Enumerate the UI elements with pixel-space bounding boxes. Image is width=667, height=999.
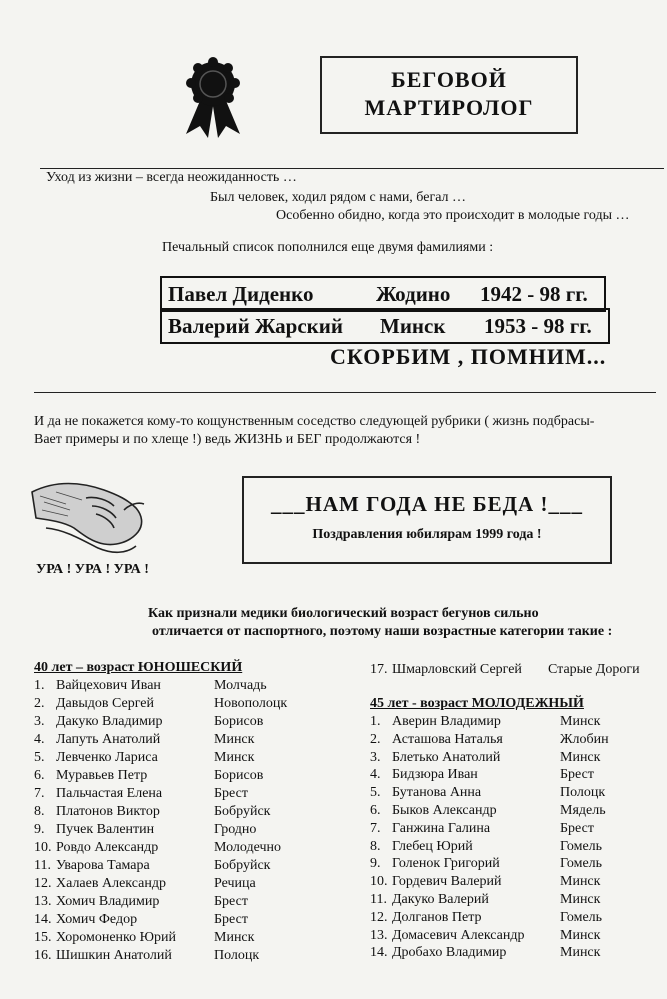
item-city: Минск	[214, 930, 255, 945]
item-name: Лапуть Анатолий	[56, 732, 161, 747]
list-item	[370, 785, 660, 803]
list-item	[34, 840, 344, 858]
item-number: 3.	[34, 714, 45, 729]
list-item	[370, 714, 660, 732]
memorial-box-1	[160, 276, 606, 312]
list-item	[34, 822, 344, 840]
item-number: 9.	[370, 856, 381, 872]
item-city: Старые Дороги	[548, 662, 640, 677]
title-box	[320, 56, 578, 134]
item-city: Гомель	[560, 838, 603, 854]
item-city: Гродно	[214, 822, 257, 837]
item-number: 7.	[34, 786, 45, 801]
item-name: Давыдов Сергей	[56, 696, 154, 711]
item-number: 12.	[370, 909, 388, 925]
list-item	[34, 714, 344, 732]
item-number: 9.	[34, 822, 45, 837]
item-name: Шишкин Анатолий	[56, 948, 172, 963]
item-city: Мядель	[560, 803, 606, 818]
item-name: Дакуко Валерий	[392, 892, 489, 907]
item-city: Брест	[214, 912, 248, 927]
middle-divider	[34, 392, 656, 393]
list-item	[370, 945, 660, 963]
item-name: Бидзюра Иван	[392, 767, 478, 783]
intro-line-1: Уход из жизни – всегда неожиданность …	[46, 170, 297, 185]
item-number: 8.	[34, 804, 45, 819]
list-item	[370, 662, 666, 680]
title-line-1: БЕГОВОЙ	[391, 67, 507, 92]
list-item	[370, 874, 660, 892]
item-city: Гомель	[560, 909, 603, 925]
item-city: Минск	[560, 749, 601, 765]
right-column-list	[370, 714, 660, 964]
item-name: Гордевич Валерий	[392, 874, 502, 890]
intro-line-4: Печальный список пополнился еще двумя фамилиями :	[162, 240, 494, 255]
item-number: 10.	[34, 840, 52, 855]
item-city: Молчадь	[214, 678, 267, 693]
item-city: Минск	[560, 927, 601, 943]
memorial-box-2	[160, 308, 610, 344]
item-city: Минск	[560, 945, 601, 961]
item-name: Домасевич Александр	[392, 927, 525, 943]
item-city: Молодечно	[214, 840, 282, 855]
list-item	[34, 858, 344, 876]
item-city: Бобруйск	[214, 858, 271, 873]
mourning-ribbon-icon	[178, 56, 248, 140]
title-line-2: МАРТИРОЛОГ	[364, 95, 534, 120]
medics-line-1: Как признали медики биологический возраст бегунов сильно	[148, 606, 539, 621]
intro-line-3: Особенно обидно, когда это происходит в молодые годы …	[276, 208, 630, 223]
right-column-heading: 45 лет - возраст МОЛОДЕЖНЫЙ	[370, 696, 584, 711]
item-number: 10.	[370, 874, 388, 890]
top-divider	[40, 168, 664, 169]
item-name: Левченко Лариса	[56, 750, 158, 765]
item-name: Дакуко Владимир	[56, 714, 163, 729]
item-name: Дробахо Владимир	[392, 945, 507, 961]
list-item	[370, 803, 660, 821]
item-name: Бутанова Анна	[392, 785, 482, 801]
list-item	[34, 786, 344, 804]
item-number: 6.	[34, 768, 45, 783]
item-number: 15.	[34, 930, 52, 945]
item-city: Брест	[214, 894, 248, 909]
item-number: 3.	[370, 749, 381, 765]
memorial-city: Минск	[380, 314, 446, 338]
item-name: Аверин Владимир	[392, 714, 501, 729]
ura-text: УРА ! УРА ! УРА !	[36, 562, 149, 577]
item-city: Борисов	[214, 768, 264, 783]
item-number: 6.	[370, 803, 381, 818]
list-item	[34, 768, 344, 786]
item-name: Хомич Владимир	[56, 894, 160, 909]
list-item	[34, 804, 344, 822]
list-item	[34, 750, 344, 768]
item-name: Блетько Анатолий	[392, 749, 501, 765]
item-number: 1.	[34, 678, 45, 693]
item-number: 14.	[34, 912, 52, 927]
item-name: Асташова Наталья	[392, 731, 503, 747]
item-number: 13.	[370, 927, 388, 943]
list-item	[370, 732, 660, 750]
item-city: Минск	[560, 892, 601, 907]
scorbim-text: СКОРБИМ , ПОМНИМ...	[330, 344, 607, 369]
item-name: Ганжина Галина	[392, 820, 491, 836]
left-column-list	[34, 678, 344, 968]
item-number: 14.	[370, 945, 388, 961]
item-city: Минск	[560, 714, 601, 729]
item-city: Минск	[214, 750, 255, 765]
list-item	[370, 892, 660, 910]
list-item	[370, 821, 660, 839]
item-number: 16.	[34, 948, 52, 963]
item-name: Уварова Тамара	[56, 858, 150, 873]
item-city: Брест	[560, 820, 594, 836]
intro-line-2: Был человек, ходил рядом с нами, бегал …	[210, 190, 467, 205]
list-item	[34, 912, 344, 930]
list-item	[34, 696, 344, 714]
item-number: 4.	[370, 767, 381, 783]
list-item	[370, 767, 660, 785]
list-item	[370, 856, 660, 874]
list-item	[370, 750, 660, 768]
item-number: 1.	[370, 714, 381, 729]
item-number: 12.	[34, 876, 52, 891]
item-city: Полоцк	[214, 948, 260, 963]
item-name: Хомич Федор	[56, 912, 138, 927]
item-name: Муравьев Петр	[56, 768, 148, 783]
item-number: 4.	[34, 732, 45, 747]
memorial-name: Валерий Жарский	[168, 314, 343, 338]
item-name: Вайцехович Иван	[56, 678, 161, 693]
item-city: Минск	[214, 732, 255, 747]
list-item	[34, 948, 344, 966]
item-city: Новополоцк	[214, 696, 288, 711]
list-item	[34, 894, 344, 912]
medics-line-2: отличается от паспортного, поэтому наши возрастные категории такие :	[152, 624, 613, 639]
list-item	[34, 732, 344, 750]
banner-title: ___НАМ ГОДА НЕ БЕДА !___	[271, 492, 583, 516]
item-city: Минск	[560, 874, 601, 890]
item-name: Пучек Валентин	[56, 822, 155, 837]
item-name: Голенок Григорий	[392, 856, 500, 872]
item-number: 2.	[34, 696, 45, 711]
item-name: Быков Александр	[392, 803, 497, 818]
item-city: Гомель	[560, 856, 603, 872]
left-column-heading: 40 лет – возраст ЮНОШЕСКИЙ	[34, 660, 243, 675]
transition-line-1: И да не покажется кому-то кощунственным соседство следующей рубрики ( жизнь подбрасы-	[34, 414, 595, 429]
list-item	[34, 678, 344, 696]
item-number: 11.	[370, 892, 387, 907]
item-number: 5.	[34, 750, 45, 765]
hands-icon	[26, 470, 156, 560]
item-name: Пальчастая Елена	[56, 786, 163, 801]
item-name: Шмарловский Сергей	[392, 662, 522, 677]
item-name: Долганов Петр	[392, 909, 482, 925]
item-name: Глебец Юрий	[392, 838, 473, 854]
item-city: Бобруйск	[214, 804, 271, 819]
item-city: Брест	[560, 767, 594, 783]
item-city: Речица	[214, 876, 256, 891]
item-name: Халаев Александр	[56, 876, 166, 891]
item-city: Брест	[214, 786, 248, 801]
memorial-city: Жодино	[376, 282, 451, 306]
list-item	[370, 928, 660, 946]
list-item	[34, 876, 344, 894]
memorial-years: 1942 - 98 гг.	[480, 282, 588, 306]
item-number: 17.	[370, 662, 388, 677]
list-item	[34, 930, 344, 948]
item-number: 2.	[370, 731, 381, 747]
item-name: Ровдо Александр	[56, 840, 159, 855]
transition-line-2: Вает примеры и по хлеще !) ведь ЖИЗНЬ и БЕГ продолжаются !	[34, 432, 421, 447]
list-item	[370, 839, 660, 857]
item-number: 11.	[34, 858, 51, 873]
item-number: 13.	[34, 894, 52, 909]
item-name: Хоромоненко Юрий	[56, 930, 176, 945]
item-number: 5.	[370, 785, 381, 801]
banner-box	[242, 476, 612, 564]
item-number: 8.	[370, 838, 381, 854]
list-item	[370, 910, 660, 928]
item-city: Борисов	[214, 714, 264, 729]
item-name: Платонов Виктор	[56, 804, 160, 819]
item-city: Жлобин	[560, 731, 609, 747]
item-city: Полоцк	[560, 785, 606, 801]
banner-subtitle: Поздравления юбилярам 1999 года !	[312, 527, 542, 542]
memorial-years: 1953 - 98 гг.	[484, 314, 592, 338]
item-number: 7.	[370, 820, 381, 836]
memorial-name: Павел Диденко	[168, 282, 314, 306]
